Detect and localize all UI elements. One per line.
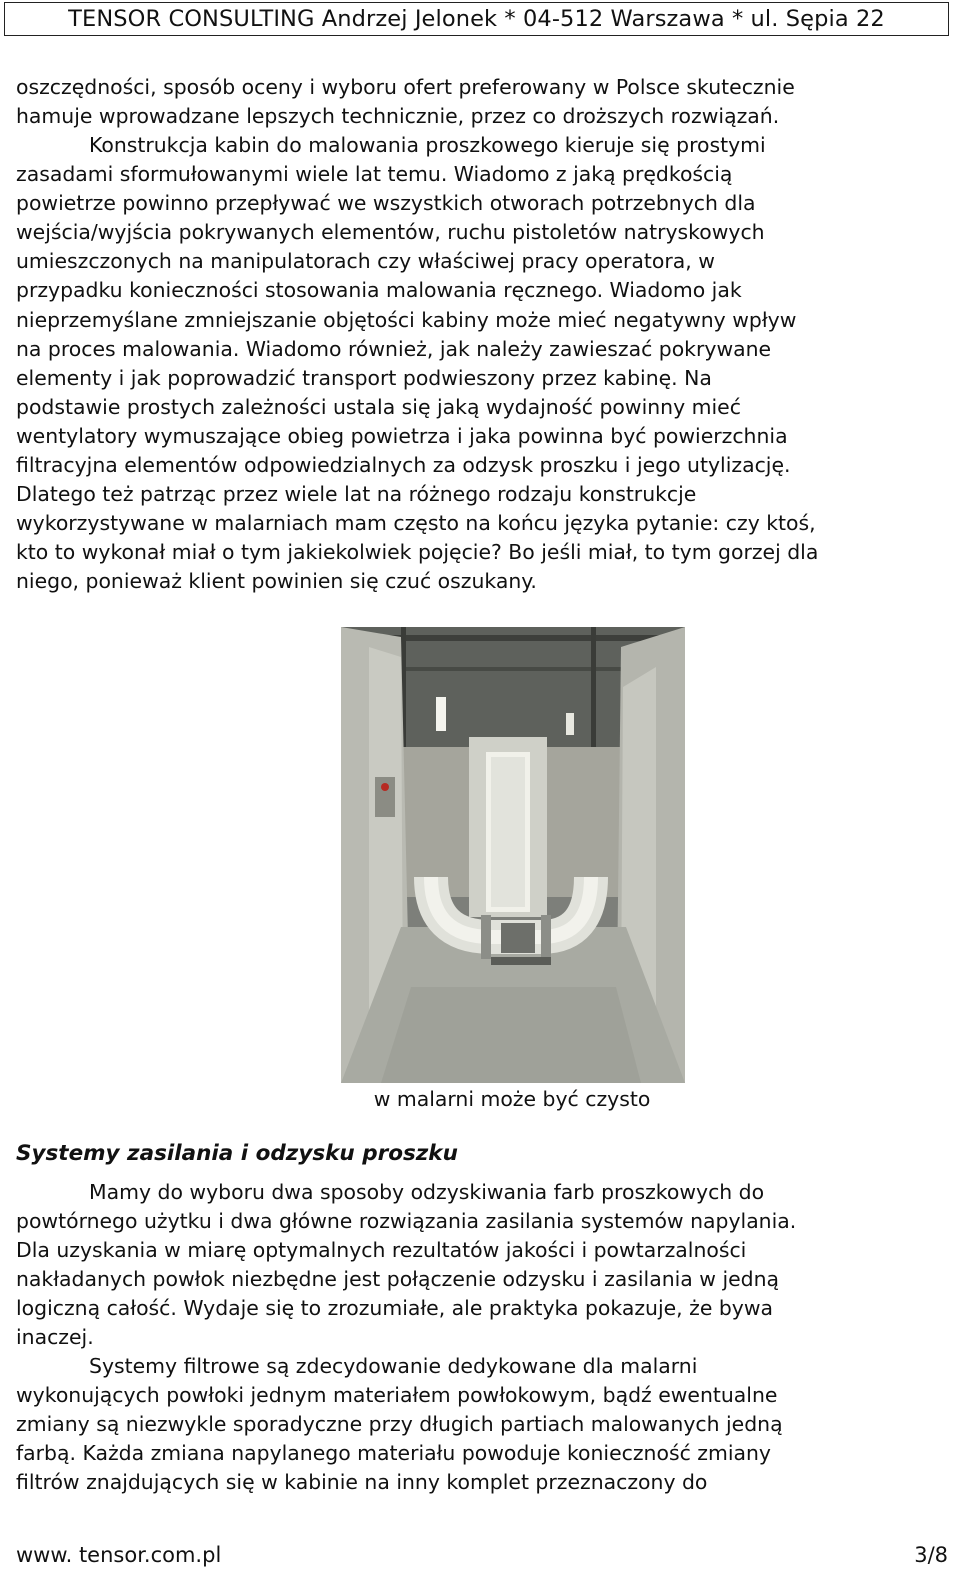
text-line: Dlatego też patrząc przez wiele lat na różnego rodzaju konstrukcje: [16, 482, 697, 507]
text-line: wykonujących powłoki jednym materiałem powłokowym, bądź ewentualne: [16, 1383, 778, 1408]
text-line: umieszczonych na manipulatorach czy właściwej pracy operatora, w: [16, 249, 715, 274]
section-paragraph-2: [16, 1352, 946, 1497]
section-paragraph-1: [16, 1178, 946, 1353]
text-line: zasadami sformułowanymi wiele lat temu. Wiadomo z jaką prędkością: [16, 162, 733, 187]
text-line: Konstrukcja kabin do malowania proszkowego kieruje się prostymi: [89, 133, 766, 157]
text-line: powietrze powinno przepływać we wszystkich otworach potrzebnych dla: [16, 191, 756, 216]
text-line: wentylatory wymuszające obieg powietrza i jaka powinna być powierzchnia: [16, 423, 788, 448]
text-line: oszczędności, sposób oceny i wyboru ofert preferowany w Polsce skutecznie: [16, 75, 795, 99]
text-line: powtórnego użytku i dwa główne rozwiązania zasilania systemów napylania.: [16, 1209, 797, 1234]
footer-page-number: 3/8: [914, 1543, 948, 1567]
body-paragraph-1: [16, 131, 946, 597]
text-line: zmiany są niezwykle sporadyczne przy długich partiach malowanych jedną: [16, 1412, 783, 1437]
text-line: wejścia/wyjścia pokrywanych elementów, ruchu pistoletów natryskowych: [16, 220, 765, 245]
text-line: Dla uzyskania w miarę optymalnych rezultatów jakości i powtarzalności: [16, 1238, 747, 1263]
text-line: podstawie prostych zależności ustala się jaką wydajność powinny mieć: [16, 394, 741, 419]
page-header: TENSOR CONSULTING Andrzej Jelonek * 04-512 Warszawa * ul. Sępia 22: [4, 2, 949, 36]
photo-caption: w malarni może być czysto: [373, 1087, 651, 1111]
text-line: hamuje wprowadzane lepszych technicznie, przez co droższych rozwiązań.: [16, 104, 780, 129]
text-line: inaczej.: [16, 1325, 94, 1350]
section-heading: Systemy zasilania i odzysku proszku: [16, 1141, 458, 1166]
text-line: filtracyjna elementów odpowiedzialnych za odzysk proszku i jego utylizację.: [16, 453, 791, 478]
text-line: na proces malowania. Wiadomo również, jak należy zawieszać pokrywane: [16, 336, 772, 361]
text-line: Mamy do wyboru dwa sposoby odzyskiwania farb proszkowych do: [89, 1180, 765, 1204]
text-line: Systemy filtrowe są zdecydowanie dedykowane dla malarni: [89, 1354, 698, 1378]
text-line: kto to wykonał miał o tym jakiekolwiek pojęcie? Bo jeśli miał, to tym gorzej dla: [16, 540, 819, 565]
text-line: nakładanych powłok niezbędne jest połączenie odzysku i zasilania w jedną: [16, 1267, 780, 1292]
text-line: farbą. Każda zmiana napylanego materiału powoduje konieczność zmiany: [16, 1441, 771, 1466]
text-line: filtrów znajdujących się w kabinie na inny komplet przeznaczony do: [16, 1470, 708, 1495]
paint-booth-photo: [341, 627, 685, 1083]
footer-website[interactable]: www. tensor.com.pl: [16, 1543, 222, 1567]
text-line: wykorzystywane w malarniach mam często na końcu języka pytanie: czy ktoś,: [16, 511, 816, 536]
text-line: przypadku konieczności stosowania malowania ręcznego. Wiadomo jak: [16, 278, 742, 303]
text-line: logiczną całość. Wydaje się to zrozumiałe, ale praktyka pokazuje, że bywa: [16, 1296, 774, 1321]
intro-paragraph: [16, 73, 946, 131]
text-line: niego, ponieważ klient powinien się czuć oszukany.: [16, 569, 537, 594]
text-line: elementy i jak poprowadzić transport podwieszony przez kabinę. Na: [16, 365, 712, 390]
text-line: nieprzemyślane zmniejszanie objętości kabiny może mieć negatywny wpływ: [16, 307, 797, 332]
